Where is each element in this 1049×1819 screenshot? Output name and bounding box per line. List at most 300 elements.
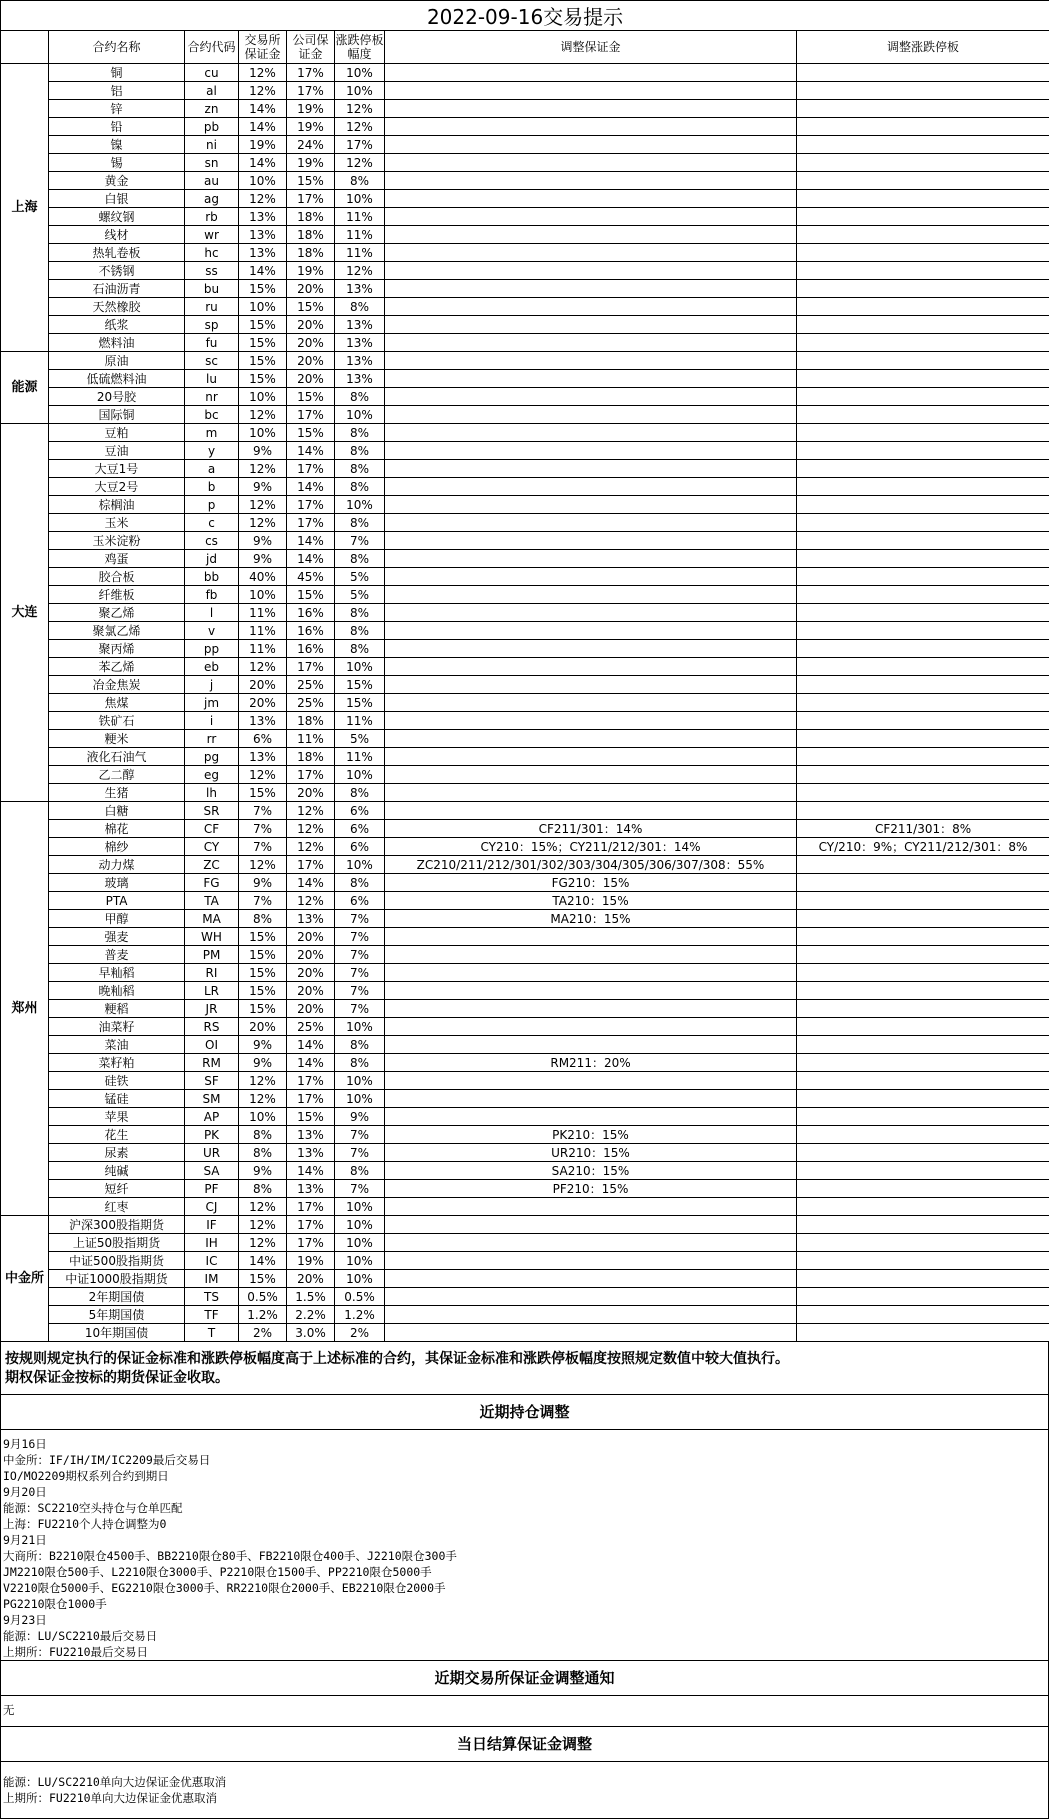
cell-company-margin: 16% [287, 640, 335, 658]
cell-company-margin: 17% [287, 856, 335, 874]
table-row [1, 568, 1049, 586]
cell-contract-name: 豆油 [49, 442, 185, 460]
cell-contract-name: 线材 [49, 226, 185, 244]
section-line: 9月21日 [3, 1532, 1046, 1548]
cell-adjusted-margin [385, 550, 797, 568]
cell-contract-code: rr [185, 730, 239, 748]
cell-exchange-margin: 6% [239, 730, 287, 748]
cell-adjusted-margin: MA210：15% [385, 910, 797, 928]
cell-company-margin: 18% [287, 208, 335, 226]
cell-company-margin: 17% [287, 514, 335, 532]
table-row [1, 766, 1049, 784]
cell-adjusted-limit [797, 442, 1049, 460]
cell-company-margin: 12% [287, 820, 335, 838]
table-row [1, 118, 1049, 136]
cell-limit-range: 7% [335, 946, 385, 964]
cell-contract-name: 乙二醇 [49, 766, 185, 784]
cell-company-margin: 12% [287, 838, 335, 856]
cell-contract-name: 锰硅 [49, 1090, 185, 1108]
cell-contract-code: CJ [185, 1198, 239, 1216]
table-row [1, 784, 1049, 802]
cell-limit-range: 5% [335, 568, 385, 586]
cell-adjusted-limit [797, 100, 1049, 118]
cell-exchange-margin: 15% [239, 928, 287, 946]
table-row [1, 1306, 1049, 1324]
table-row [1, 424, 1049, 442]
cell-contract-name: PTA [49, 892, 185, 910]
cell-exchange-margin: 20% [239, 1018, 287, 1036]
cell-contract-code: jm [185, 694, 239, 712]
table-row [1, 856, 1049, 874]
cell-limit-range: 11% [335, 244, 385, 262]
cell-contract-name: 低硫燃料油 [49, 370, 185, 388]
table-row [1, 820, 1049, 838]
cell-limit-range: 13% [335, 316, 385, 334]
cell-limit-range: 9% [335, 1108, 385, 1126]
cell-contract-code: nr [185, 388, 239, 406]
cell-adjusted-margin [385, 802, 797, 820]
section-line: 上期所：FU2210最后交易日 [3, 1644, 1046, 1660]
cell-contract-name: 原油 [49, 352, 185, 370]
cell-adjusted-margin [385, 676, 797, 694]
cell-adjusted-limit [797, 1018, 1049, 1036]
cell-company-margin: 15% [287, 586, 335, 604]
cell-limit-range: 7% [335, 910, 385, 928]
cell-company-margin: 17% [287, 1216, 335, 1234]
cell-limit-range: 13% [335, 280, 385, 298]
cell-company-margin: 17% [287, 190, 335, 208]
cell-limit-range: 8% [335, 460, 385, 478]
cell-contract-code: cs [185, 532, 239, 550]
cell-exchange-margin: 15% [239, 1270, 287, 1288]
cell-exchange-margin: 11% [239, 604, 287, 622]
cell-adjusted-limit [797, 586, 1049, 604]
cell-exchange-margin: 9% [239, 532, 287, 550]
table-row [1, 928, 1049, 946]
cell-exchange-margin: 12% [239, 766, 287, 784]
table-row [1, 1000, 1049, 1018]
cell-company-margin: 13% [287, 1180, 335, 1198]
cell-limit-range: 10% [335, 1018, 385, 1036]
cell-contract-name: 红枣 [49, 1198, 185, 1216]
cell-adjusted-limit [797, 154, 1049, 172]
cell-contract-name: 玉米 [49, 514, 185, 532]
cell-adjusted-limit [797, 82, 1049, 100]
cell-company-margin: 17% [287, 1198, 335, 1216]
cell-contract-name: 豆粕 [49, 424, 185, 442]
cell-adjusted-margin [385, 190, 797, 208]
cell-adjusted-margin [385, 388, 797, 406]
cell-exchange-margin: 12% [239, 1216, 287, 1234]
cell-contract-name: 铁矿石 [49, 712, 185, 730]
cell-exchange-margin: 8% [239, 1126, 287, 1144]
cell-adjusted-margin [385, 136, 797, 154]
table-row [1, 1252, 1049, 1270]
cell-adjusted-margin: CY210：15%；CY211/212/301：14% [385, 838, 797, 856]
cell-company-margin: 20% [287, 370, 335, 388]
cell-contract-code: v [185, 622, 239, 640]
cell-adjusted-margin [385, 208, 797, 226]
cell-limit-range: 13% [335, 370, 385, 388]
table-row [1, 1216, 1049, 1234]
cell-contract-name: 甲醇 [49, 910, 185, 928]
cell-limit-range: 8% [335, 388, 385, 406]
cell-contract-name: 强麦 [49, 928, 185, 946]
cell-contract-code: pg [185, 748, 239, 766]
cell-exchange-margin: 10% [239, 424, 287, 442]
cell-limit-range: 7% [335, 1180, 385, 1198]
table-row [1, 946, 1049, 964]
cell-adjusted-margin [385, 658, 797, 676]
cell-contract-code: TF [185, 1306, 239, 1324]
cell-limit-range: 12% [335, 100, 385, 118]
cell-company-margin: 2.2% [287, 1306, 335, 1324]
cell-adjusted-limit [797, 280, 1049, 298]
cell-exchange-margin: 12% [239, 496, 287, 514]
section-body-position-adjust [0, 1430, 1049, 1661]
cell-exchange-margin: 20% [239, 694, 287, 712]
section-line: PG2210限仓1000手 [3, 1596, 1046, 1612]
cell-contract-name: 国际铜 [49, 406, 185, 424]
cell-limit-range: 10% [335, 1090, 385, 1108]
cell-limit-range: 10% [335, 1234, 385, 1252]
cell-contract-code: sc [185, 352, 239, 370]
cell-limit-range: 12% [335, 118, 385, 136]
cell-exchange-margin: 14% [239, 1252, 287, 1270]
section-body-settlement-margin [0, 1762, 1049, 1819]
cell-contract-code: cu [185, 64, 239, 82]
cell-contract-code: wr [185, 226, 239, 244]
cell-limit-range: 10% [335, 1216, 385, 1234]
table-row [1, 370, 1049, 388]
rule-note-line: 按规则规定执行的保证金标准和涨跌停板幅度高于上述标准的合约，其保证金标准和涨跌停板幅度按照规定数值中较大值执行。 [5, 1350, 1044, 1369]
cell-limit-range: 7% [335, 532, 385, 550]
cell-adjusted-limit [797, 874, 1049, 892]
cell-limit-range: 10% [335, 496, 385, 514]
table-row [1, 982, 1049, 1000]
table-row [1, 730, 1049, 748]
cell-contract-name: 棉纱 [49, 838, 185, 856]
cell-adjusted-limit [797, 424, 1049, 442]
section-line: 中金所：IF/IH/IM/IC2209最后交易日 [3, 1452, 1046, 1468]
cell-company-margin: 17% [287, 1072, 335, 1090]
cell-contract-code: CY [185, 838, 239, 856]
cell-adjusted-limit [797, 1288, 1049, 1306]
cell-limit-range: 7% [335, 964, 385, 982]
cell-contract-name: 粳稻 [49, 1000, 185, 1018]
cell-contract-name: 锡 [49, 154, 185, 172]
cell-adjusted-margin [385, 1324, 797, 1342]
region-label: 大连 [1, 424, 49, 802]
cell-contract-code: ag [185, 190, 239, 208]
cell-contract-name: 黄金 [49, 172, 185, 190]
cell-contract-code: pb [185, 118, 239, 136]
table-row [1, 712, 1049, 730]
cell-company-margin: 11% [287, 730, 335, 748]
cell-exchange-margin: 9% [239, 550, 287, 568]
cell-exchange-margin: 7% [239, 892, 287, 910]
cell-adjusted-margin [385, 1252, 797, 1270]
cell-contract-name: 冶金焦炭 [49, 676, 185, 694]
cell-adjusted-margin [385, 1090, 797, 1108]
cell-exchange-margin: 19% [239, 136, 287, 154]
cell-limit-range: 8% [335, 874, 385, 892]
table-row [1, 550, 1049, 568]
cell-adjusted-limit [797, 460, 1049, 478]
table-row [1, 460, 1049, 478]
cell-company-margin: 20% [287, 784, 335, 802]
cell-exchange-margin: 9% [239, 442, 287, 460]
cell-adjusted-margin [385, 586, 797, 604]
cell-adjusted-margin [385, 262, 797, 280]
cell-company-margin: 17% [287, 766, 335, 784]
cell-company-margin: 45% [287, 568, 335, 586]
cell-contract-code: RI [185, 964, 239, 982]
cell-company-margin: 17% [287, 1234, 335, 1252]
cell-limit-range: 6% [335, 820, 385, 838]
cell-contract-code: JR [185, 1000, 239, 1018]
cell-exchange-margin: 12% [239, 64, 287, 82]
cell-adjusted-margin [385, 298, 797, 316]
cell-company-margin: 20% [287, 316, 335, 334]
cell-adjusted-limit [797, 730, 1049, 748]
cell-limit-range: 8% [335, 298, 385, 316]
cell-contract-name: 玻璃 [49, 874, 185, 892]
cell-adjusted-limit [797, 1108, 1049, 1126]
cell-adjusted-limit [797, 1324, 1049, 1342]
cell-limit-range: 13% [335, 334, 385, 352]
cell-adjusted-margin [385, 640, 797, 658]
cell-adjusted-limit [797, 514, 1049, 532]
cell-adjusted-margin [385, 496, 797, 514]
cell-limit-range: 12% [335, 262, 385, 280]
cell-adjusted-limit [797, 676, 1049, 694]
cell-limit-range: 6% [335, 892, 385, 910]
cell-exchange-margin: 10% [239, 172, 287, 190]
cell-contract-code: CF [185, 820, 239, 838]
cell-contract-name: 铅 [49, 118, 185, 136]
cell-adjusted-limit [797, 478, 1049, 496]
cell-contract-name: 晚籼稻 [49, 982, 185, 1000]
cell-contract-code: PM [185, 946, 239, 964]
cell-contract-name: 中证1000股指期货 [49, 1270, 185, 1288]
cell-adjusted-margin [385, 928, 797, 946]
cell-exchange-margin: 12% [239, 406, 287, 424]
cell-adjusted-limit [797, 946, 1049, 964]
cell-contract-name: 聚乙烯 [49, 604, 185, 622]
cell-contract-code: IC [185, 1252, 239, 1270]
cell-contract-name: 聚丙烯 [49, 640, 185, 658]
table-row [1, 1270, 1049, 1288]
cell-company-margin: 15% [287, 388, 335, 406]
cell-adjusted-margin [385, 982, 797, 1000]
cell-contract-code: y [185, 442, 239, 460]
cell-adjusted-margin [385, 694, 797, 712]
cell-contract-code: UR [185, 1144, 239, 1162]
cell-limit-range: 1.2% [335, 1306, 385, 1324]
section-line: 9月23日 [3, 1612, 1046, 1628]
header-contract-code: 合约代码 [185, 31, 239, 64]
cell-adjusted-limit: CY/210：9%；CY211/212/301：8% [797, 838, 1049, 856]
cell-contract-code: zn [185, 100, 239, 118]
cell-contract-name: 菜油 [49, 1036, 185, 1054]
cell-contract-name: 菜籽粕 [49, 1054, 185, 1072]
rule-note-line: 期权保证金按标的期货保证金收取。 [5, 1369, 1044, 1388]
header-company-margin: 公司保证金 [287, 31, 335, 64]
cell-exchange-margin: 12% [239, 82, 287, 100]
cell-contract-code: c [185, 514, 239, 532]
cell-company-margin: 14% [287, 874, 335, 892]
cell-adjusted-limit [797, 1144, 1049, 1162]
table-row [1, 1126, 1049, 1144]
cell-company-margin: 1.5% [287, 1288, 335, 1306]
cell-contract-name: 燃料油 [49, 334, 185, 352]
cell-exchange-margin: 0.5% [239, 1288, 287, 1306]
cell-exchange-margin: 12% [239, 1198, 287, 1216]
cell-adjusted-margin [385, 1288, 797, 1306]
cell-exchange-margin: 12% [239, 460, 287, 478]
cell-adjusted-margin [385, 226, 797, 244]
cell-adjusted-margin: RM211：20% [385, 1054, 797, 1072]
cell-adjusted-limit [797, 64, 1049, 82]
cell-company-margin: 14% [287, 478, 335, 496]
cell-limit-range: 8% [335, 1054, 385, 1072]
cell-adjusted-limit [797, 1180, 1049, 1198]
cell-contract-name: 热轧卷板 [49, 244, 185, 262]
cell-limit-range: 13% [335, 352, 385, 370]
cell-company-margin: 15% [287, 1108, 335, 1126]
cell-company-margin: 14% [287, 442, 335, 460]
cell-contract-code: al [185, 82, 239, 100]
cell-exchange-margin: 15% [239, 352, 287, 370]
cell-limit-range: 10% [335, 64, 385, 82]
table-row [1, 478, 1049, 496]
cell-limit-range: 7% [335, 1000, 385, 1018]
cell-exchange-margin: 9% [239, 874, 287, 892]
cell-limit-range: 15% [335, 694, 385, 712]
cell-contract-code: FG [185, 874, 239, 892]
cell-adjusted-limit [797, 226, 1049, 244]
table-row [1, 1090, 1049, 1108]
cell-contract-code: jd [185, 550, 239, 568]
cell-limit-range: 10% [335, 190, 385, 208]
section-title-settlement-margin: 当日结算保证金调整 [0, 1727, 1049, 1762]
cell-adjusted-margin [385, 622, 797, 640]
table-row [1, 1234, 1049, 1252]
table-row [1, 1054, 1049, 1072]
table-row [1, 334, 1049, 352]
table-row [1, 1108, 1049, 1126]
cell-limit-range: 0.5% [335, 1288, 385, 1306]
table-row [1, 1162, 1049, 1180]
cell-exchange-margin: 40% [239, 568, 287, 586]
cell-limit-range: 7% [335, 982, 385, 1000]
table-row [1, 280, 1049, 298]
cell-adjusted-margin [385, 604, 797, 622]
cell-adjusted-limit: CF211/301：8% [797, 820, 1049, 838]
cell-limit-range: 11% [335, 748, 385, 766]
cell-adjusted-margin [385, 946, 797, 964]
cell-contract-name: 白糖 [49, 802, 185, 820]
cell-adjusted-margin: SA210：15% [385, 1162, 797, 1180]
cell-company-margin: 18% [287, 712, 335, 730]
cell-adjusted-margin [385, 172, 797, 190]
table-row [1, 1180, 1049, 1198]
cell-adjusted-margin [385, 352, 797, 370]
cell-adjusted-margin [385, 406, 797, 424]
table-row [1, 1324, 1049, 1342]
region-label: 能源 [1, 352, 49, 424]
cell-contract-code: fb [185, 586, 239, 604]
table-row [1, 694, 1049, 712]
header-contract-name: 合约名称 [49, 31, 185, 64]
cell-adjusted-limit [797, 532, 1049, 550]
cell-limit-range: 8% [335, 442, 385, 460]
cell-contract-code: sn [185, 154, 239, 172]
cell-adjusted-margin [385, 1234, 797, 1252]
cell-company-margin: 20% [287, 964, 335, 982]
cell-adjusted-limit [797, 622, 1049, 640]
cell-adjusted-limit [797, 1234, 1049, 1252]
cell-adjusted-limit [797, 784, 1049, 802]
cell-contract-name: 普麦 [49, 946, 185, 964]
section-line: 上海：FU2210个人持仓调整为0 [3, 1516, 1046, 1532]
cell-adjusted-margin: UR210：15% [385, 1144, 797, 1162]
cell-exchange-margin: 15% [239, 280, 287, 298]
cell-contract-name: 中证500股指期货 [49, 1252, 185, 1270]
cell-company-margin: 19% [287, 1252, 335, 1270]
cell-adjusted-margin: CF211/301：14% [385, 820, 797, 838]
table-row [1, 226, 1049, 244]
cell-contract-name: 锌 [49, 100, 185, 118]
cell-exchange-margin: 10% [239, 298, 287, 316]
cell-adjusted-limit [797, 496, 1049, 514]
table-row [1, 658, 1049, 676]
cell-adjusted-margin [385, 82, 797, 100]
cell-adjusted-limit [797, 1270, 1049, 1288]
cell-company-margin: 17% [287, 1090, 335, 1108]
cell-adjusted-margin [385, 154, 797, 172]
cell-contract-code: SR [185, 802, 239, 820]
cell-contract-code: SA [185, 1162, 239, 1180]
cell-company-margin: 20% [287, 334, 335, 352]
cell-contract-code: hc [185, 244, 239, 262]
cell-exchange-margin: 15% [239, 316, 287, 334]
cell-company-margin: 18% [287, 244, 335, 262]
table-row [1, 172, 1049, 190]
cell-limit-range: 8% [335, 550, 385, 568]
cell-contract-code: m [185, 424, 239, 442]
cell-company-margin: 14% [287, 1036, 335, 1054]
table-row [1, 496, 1049, 514]
table-row [1, 1198, 1049, 1216]
cell-adjusted-margin: PK210：15% [385, 1126, 797, 1144]
cell-adjusted-limit [797, 802, 1049, 820]
cell-contract-name: 沪深300股指期货 [49, 1216, 185, 1234]
cell-company-margin: 16% [287, 604, 335, 622]
cell-company-margin: 17% [287, 658, 335, 676]
page-title: 2022-09-16交易提示 [1, 1, 1049, 31]
cell-contract-code: T [185, 1324, 239, 1342]
cell-adjusted-margin [385, 1216, 797, 1234]
cell-adjusted-limit [797, 982, 1049, 1000]
cell-adjusted-margin [385, 514, 797, 532]
cell-adjusted-margin [385, 64, 797, 82]
cell-contract-code: AP [185, 1108, 239, 1126]
cell-exchange-margin: 13% [239, 208, 287, 226]
header-adjusted-margin: 调整保证金 [385, 31, 797, 64]
table-row [1, 1018, 1049, 1036]
